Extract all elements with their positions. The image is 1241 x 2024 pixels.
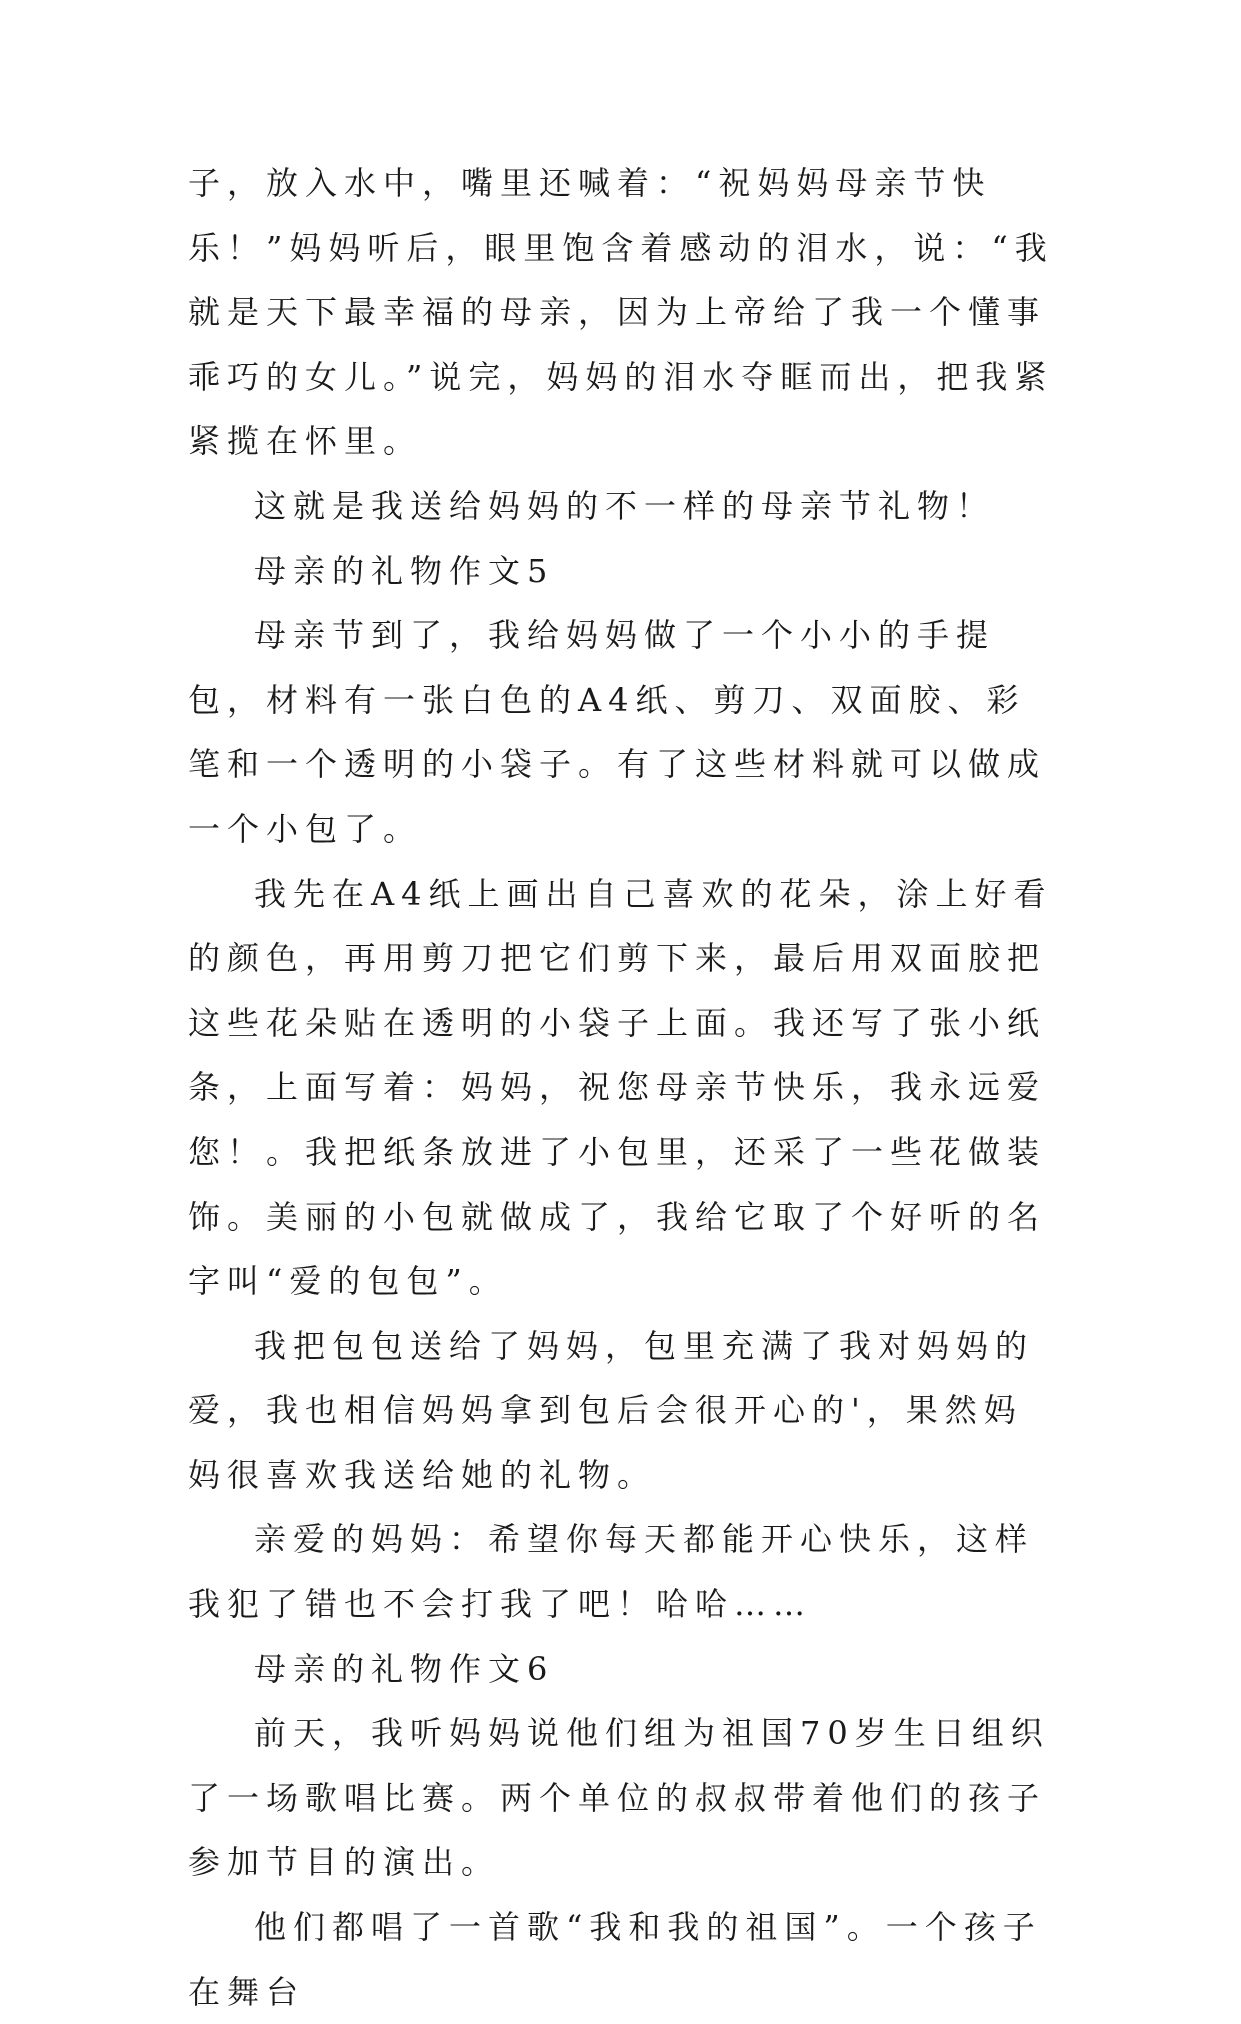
paragraph: 亲爱的妈妈：希望你每天都能开心快乐，这样我犯了错也不会打我了吧！哈哈…… [188, 1520, 1035, 1624]
paragraph: 这就是我送给妈妈的不一样的母亲节礼物！ [254, 486, 996, 525]
paragraph: 前天，我听妈妈说他们组为祖国70岁生日组织了一场歌唱比赛。两个单位的叔叔带着他们的孩子参加节目的演出。 [188, 1714, 1050, 1882]
paragraph: 母亲节到了，我给妈妈做了一个小小的手提包，材料有一张白色的A4纸、剪刀、双面胶、彩笔和一个透明的小袋子。有了这些材料就可以做成一个小包了。 [188, 616, 1047, 848]
document-body [188, 151, 1058, 2024]
paragraph: 我把包包送给了妈妈，包里充满了我对妈妈的爱，我也相信妈妈拿到包后会很开心的'，果然妈妈很喜欢我送给她的礼物。 [188, 1326, 1035, 1494]
section-heading: 母亲的礼物作文5 [254, 551, 555, 590]
paragraph-continuation: 子，放入水中，嘴里还喊着：“祝妈妈母亲节快乐！”妈妈听后，眼里饱含着感动的泪水，说：“我就是天下最幸福的母亲，因为上帝给了我一个懂事乖巧的女儿。”说完，妈妈的泪水夺眶而出，把我紧紧揽在怀里。 [188, 164, 1054, 461]
section-heading: 母亲的礼物作文6 [254, 1649, 555, 1688]
paragraph: 我先在A4纸上画出自己喜欢的花朵，涂上好看的颜色，再用剪刀把它们剪下来，最后用双面胶把这些花朵贴在透明的小袋子上面。我还写了张小纸条，上面写着：妈妈，祝您母亲节快乐，我永远爱您！。我把纸条放进了小包里，还采了一些花做装饰。美丽的小包就做成了，我给它取了个好听的名字叫“爱的包包”。 [188, 874, 1053, 1301]
paragraph: 他们都唱了一首歌“我和我的祖国”。一个孩子在舞台 [188, 1908, 1042, 2011]
